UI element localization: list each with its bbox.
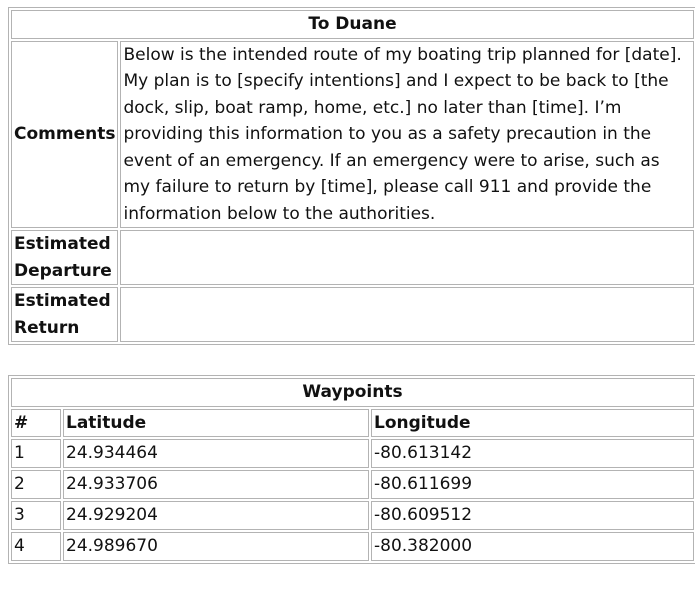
return-value xyxy=(120,287,694,342)
waypoint-latitude: 24.933706 xyxy=(63,470,369,499)
column-header-longitude: Longitude xyxy=(371,409,694,438)
waypoint-number: 4 xyxy=(11,532,61,561)
column-header-number: # xyxy=(11,409,61,438)
waypoint-latitude: 24.934464 xyxy=(63,439,369,468)
waypoint-latitude: 24.929204 xyxy=(63,501,369,530)
column-header-latitude: Latitude xyxy=(63,409,369,438)
waypoint-number: 2 xyxy=(11,470,61,499)
table-row xyxy=(11,501,694,530)
waypoint-longitude: -80.613142 xyxy=(371,439,694,468)
table-row xyxy=(11,470,694,499)
waypoint-longitude: -80.382000 xyxy=(371,532,694,561)
plan-title: To Duane xyxy=(11,10,694,39)
table-row xyxy=(11,439,694,468)
waypoints-title: Waypoints xyxy=(11,378,694,407)
waypoint-longitude: -80.609512 xyxy=(371,501,694,530)
departure-label: Estimated Departure xyxy=(11,230,118,285)
trip-plan-table xyxy=(8,7,695,345)
waypoint-number: 3 xyxy=(11,501,61,530)
waypoint-number: 1 xyxy=(11,439,61,468)
waypoint-latitude: 24.989670 xyxy=(63,532,369,561)
waypoints-table xyxy=(8,375,695,564)
comments-text: Below is the intended route of my boating trip planned for [date]. My plan is to [specify intentions] and I expect to be back to [the dock, slip, boat ramp, home, etc.] no later than [time]. I’m providing this information to you as a safety precaution in the event of an emergency. If an emergency were to arise, such as my failure to return by [time], please call 911 and provide the information below to the authorities. xyxy=(120,41,694,229)
table-row xyxy=(11,532,694,561)
comments-label: Comments xyxy=(11,41,118,229)
departure-value xyxy=(120,230,694,285)
waypoint-longitude: -80.611699 xyxy=(371,470,694,499)
return-label: Estimated Return xyxy=(11,287,118,342)
